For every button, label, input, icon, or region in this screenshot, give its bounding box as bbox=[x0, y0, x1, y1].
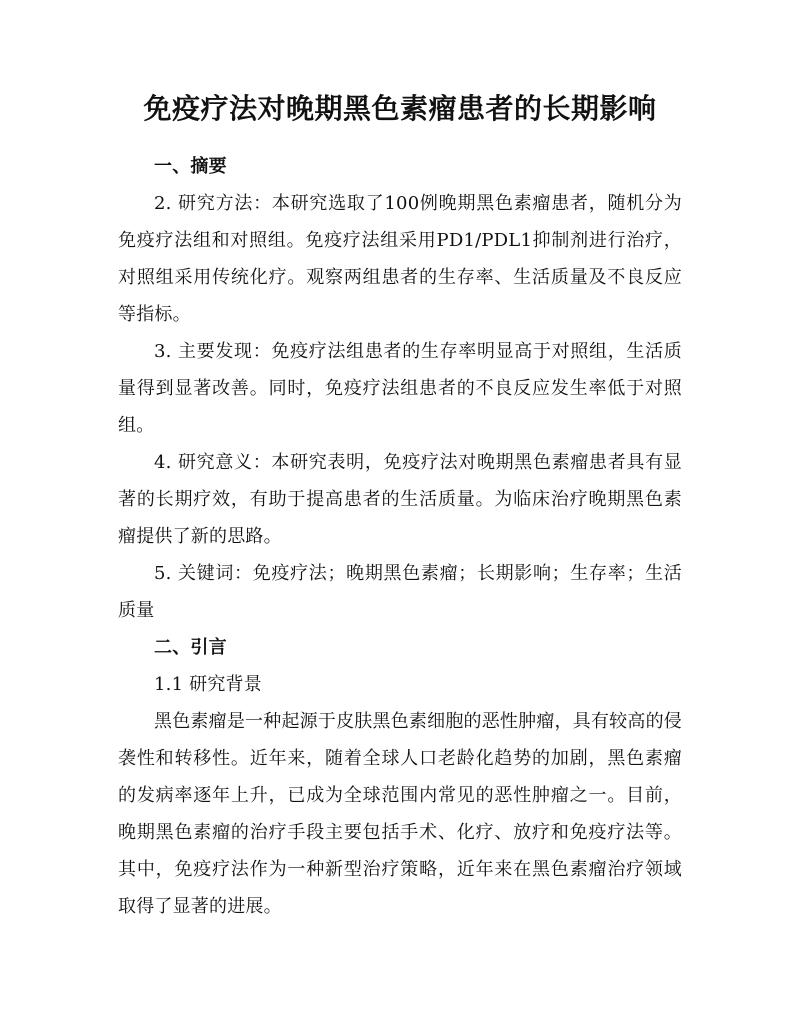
section-heading-abstract: 一、摘要 bbox=[154, 155, 227, 177]
paragraph-methods: 2. 研究方法：本研究选取了100例晚期黑色素瘤患者，随机分为免疫疗法组和对照组。免疫疗法组采用PD1/PDL1抑制剂进行治疗，对照组采用传统化疗。观察两组患者的生存率、生活质量及不良反应等指标。 bbox=[118, 192, 682, 325]
paragraph-background: 黑色素瘤是一种起源于皮肤黑色素细胞的恶性肿瘤，具有较高的侵袭性和转移性。近年来，随着全球人口老龄化趋势的加剧，黑色素瘤的发病率逐年上升，已成为全球范围内常见的恶性肿瘤之一。目前，晚期黑色素瘤的治疗手段主要包括手术、化疗、放疗和免疫疗法等。其中，免疫疗法作为一种新型治疗策略，近年来在黑色素瘤治疗领域取得了显著的进展。 bbox=[118, 710, 682, 917]
section-heading-introduction: 二、引言 bbox=[154, 636, 227, 658]
document-title: 免疫疗法对晚期黑色素瘤患者的长期影响 bbox=[143, 92, 657, 125]
paragraph-significance: 4. 研究意义：本研究表明，免疫疗法对晚期黑色素瘤患者具有显著的长期疗效，有助于提高患者的生活质量。为临床治疗晚期黑色素瘤提供了新的思路。 bbox=[118, 451, 682, 547]
subheading-research-background: 1.1 研究背景 bbox=[154, 673, 262, 695]
paragraph-keywords: 5. 关键词：免疫疗法；晚期黑色素瘤；长期影响；生存率；生活质量 bbox=[118, 562, 682, 621]
paragraph-findings: 3. 主要发现：免疫疗法组患者的生存率明显高于对照组，生活质量得到显著改善。同时，免疫疗法组患者的不良反应发生率低于对照组。 bbox=[118, 340, 682, 436]
